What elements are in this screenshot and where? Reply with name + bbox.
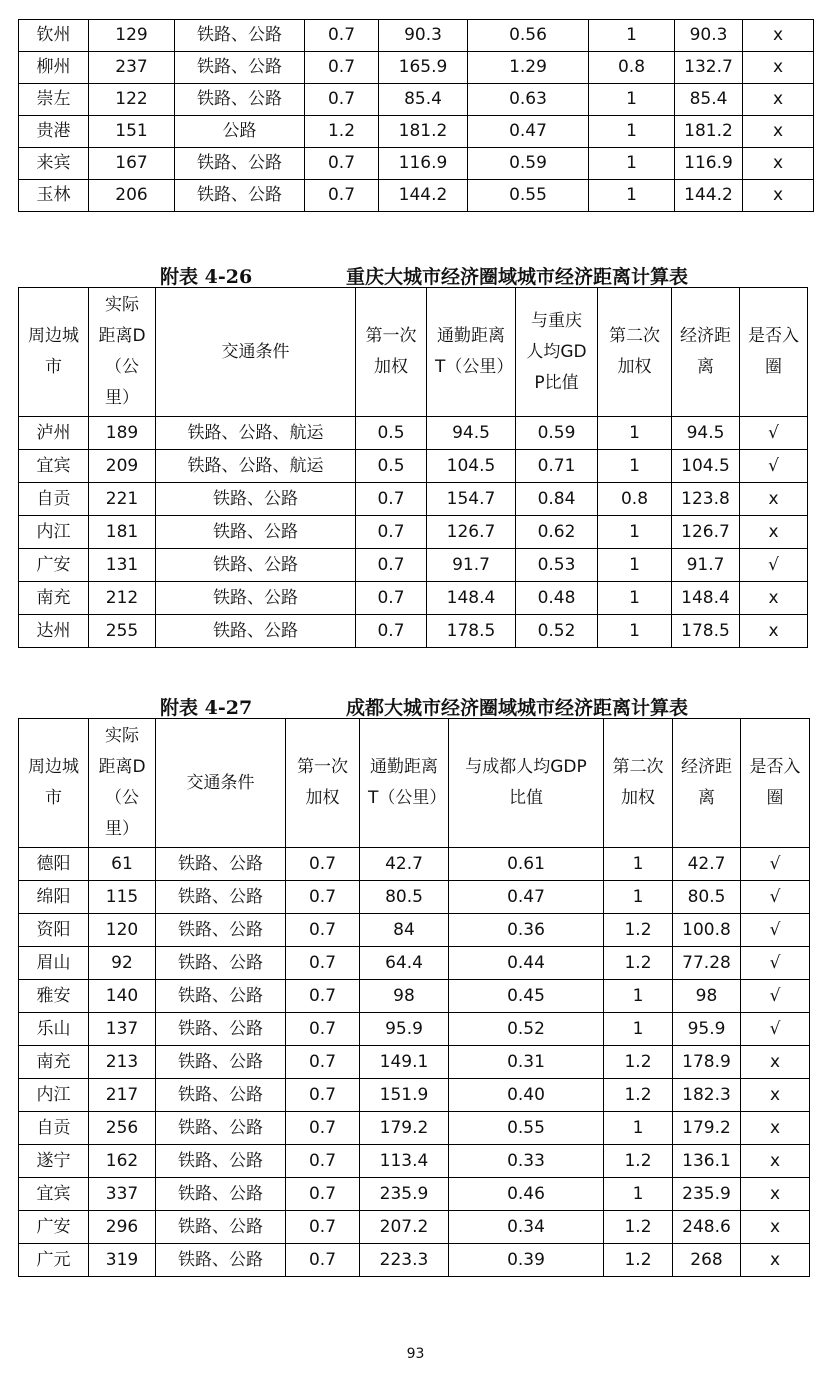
table-caption-number: 附表 4-26: [160, 266, 253, 288]
table-cell: 319: [89, 1244, 156, 1277]
table-cell: 0.56: [468, 20, 589, 52]
table-cell: 179.2: [673, 1112, 741, 1145]
table-cell: 1.29: [468, 52, 589, 84]
table-header-cell: 与重庆人均GDP比值: [516, 288, 598, 417]
table-cell: 资阳: [19, 914, 89, 947]
table-cell: 91.7: [672, 549, 740, 582]
table-row: [19, 483, 808, 516]
table-header-cell: 实际距离D（公里）: [89, 719, 156, 848]
table-cell: x: [741, 1079, 810, 1112]
table-cell: 0.7: [305, 52, 379, 84]
table-cell: 98: [673, 980, 741, 1013]
table-row: [19, 980, 810, 1013]
table-header-cell: 第一次加权: [286, 719, 360, 848]
table-cell: 铁路、公路、航运: [156, 417, 356, 450]
table-cell: 0.7: [286, 848, 360, 881]
table-cell: 0.40: [449, 1079, 604, 1112]
table-cell: 0.62: [516, 516, 598, 549]
table-cell: 内江: [19, 516, 89, 549]
table-cell: 0.7: [356, 483, 427, 516]
table-cell: x: [741, 1046, 810, 1079]
table-cell: 雅安: [19, 980, 89, 1013]
table-cell: 0.59: [468, 148, 589, 180]
table-caption-number: 附表 4-27: [160, 697, 253, 719]
table-cell: 南充: [19, 1046, 89, 1079]
table-cell: 遂宁: [19, 1145, 89, 1178]
table-cell: 0.7: [286, 1178, 360, 1211]
table-cell: 137: [89, 1013, 156, 1046]
table-cell: 167: [89, 148, 175, 180]
table-cell: √: [741, 1013, 810, 1046]
table-cell: 0.5: [356, 417, 427, 450]
table-cell: 1: [604, 1178, 673, 1211]
table-body: [19, 848, 810, 1277]
table-cell: 0.7: [286, 1046, 360, 1079]
table-row: [19, 52, 814, 84]
table-caption-title: 成都大城市经济圈域城市经济距离计算表: [346, 697, 689, 719]
table-cell: 铁路、公路: [156, 1244, 286, 1277]
table-cell: 129: [89, 20, 175, 52]
table-cell: 113.4: [360, 1145, 449, 1178]
table-cell: 0.52: [449, 1013, 604, 1046]
table-cell: 0.7: [286, 881, 360, 914]
table-cell: 162: [89, 1145, 156, 1178]
table-cell: 235.9: [360, 1178, 449, 1211]
table-cell: 0.7: [305, 20, 379, 52]
table-cell: 0.44: [449, 947, 604, 980]
table-row: [19, 180, 814, 212]
table-cell: x: [741, 1145, 810, 1178]
table-cell: 80.5: [360, 881, 449, 914]
table-cell: 223.3: [360, 1244, 449, 1277]
table-cell: 1: [604, 980, 673, 1013]
table-cell: 0.34: [449, 1211, 604, 1244]
table-cell: 207.2: [360, 1211, 449, 1244]
table-cell: 0.71: [516, 450, 598, 483]
table-cell: 0.47: [449, 881, 604, 914]
table-cell: 1: [598, 417, 672, 450]
table-cell: 95.9: [360, 1013, 449, 1046]
table-row: [19, 848, 810, 881]
table-cell: 92: [89, 947, 156, 980]
table-cell: x: [743, 148, 814, 180]
table-cell: 0.7: [286, 914, 360, 947]
table-row: [19, 450, 808, 483]
table-header-cell: 与成都人均GDP比值: [449, 719, 604, 848]
table-cell: 铁路、公路: [175, 84, 305, 116]
table-cell: 178.5: [427, 615, 516, 648]
table-cell: 崇左: [19, 84, 89, 116]
table-cell: 126.7: [672, 516, 740, 549]
table-header-cell: 是否入圈: [741, 719, 810, 848]
table-cell: 120: [89, 914, 156, 947]
table-cell: 1: [598, 549, 672, 582]
table-cell: 0.7: [286, 1244, 360, 1277]
table-cell: 0.7: [286, 1145, 360, 1178]
table-cell: 0.7: [286, 1112, 360, 1145]
table-cell: 0.84: [516, 483, 598, 516]
table-cell: 铁路、公路: [156, 1178, 286, 1211]
table-cell: 铁路、公路: [156, 615, 356, 648]
table-cell: 85.4: [379, 84, 468, 116]
table-cell: 0.7: [286, 1211, 360, 1244]
table-body: [19, 20, 814, 212]
table-row: [19, 914, 810, 947]
table-cell: 42.7: [673, 848, 741, 881]
table-cell: 乐山: [19, 1013, 89, 1046]
table-cell: 237: [89, 52, 175, 84]
table-cell: 0.7: [305, 180, 379, 212]
table-cell: 1: [589, 148, 675, 180]
table-cell: 179.2: [360, 1112, 449, 1145]
table-cell: 铁路、公路: [156, 1211, 286, 1244]
table-cell: 宜宾: [19, 450, 89, 483]
table-cell: 广元: [19, 1244, 89, 1277]
table-cell: 铁路、公路、航运: [156, 450, 356, 483]
table-cell: 256: [89, 1112, 156, 1145]
page-number: 93: [406, 1346, 425, 1362]
table-cell: 泸州: [19, 417, 89, 450]
table-row: [19, 1211, 810, 1244]
table-cell: 1: [598, 615, 672, 648]
table-cell: 贵港: [19, 116, 89, 148]
table-cell: 148.4: [672, 582, 740, 615]
table-cell: 0.7: [305, 148, 379, 180]
table-header-cell: 第二次加权: [604, 719, 673, 848]
table-cell: x: [740, 483, 808, 516]
table-cell: 0.7: [356, 582, 427, 615]
table-cell: 140: [89, 980, 156, 1013]
table-cell: 0.53: [516, 549, 598, 582]
table-cell: 154.7: [427, 483, 516, 516]
table-cell: 1: [604, 881, 673, 914]
table-chengdu: [18, 718, 810, 1277]
table-cell: 1.2: [604, 1046, 673, 1079]
table-cell: 116.9: [675, 148, 743, 180]
table-row: [19, 516, 808, 549]
table-cell: 自贡: [19, 483, 89, 516]
table-cell: 1: [589, 20, 675, 52]
table-header-cell: 交通条件: [156, 288, 356, 417]
table-cell: 铁路、公路: [175, 52, 305, 84]
table-cell: 0.61: [449, 848, 604, 881]
table-cell: 1: [598, 450, 672, 483]
table-cell: 铁路、公路: [175, 20, 305, 52]
table-cell: x: [740, 516, 808, 549]
table-cell: 铁路、公路: [156, 1046, 286, 1079]
table-cell: 123.8: [672, 483, 740, 516]
table-row: [19, 881, 810, 914]
table-cell: √: [741, 881, 810, 914]
table-cell: 213: [89, 1046, 156, 1079]
table-cell: 104.5: [427, 450, 516, 483]
table-cell: 1: [589, 84, 675, 116]
table-cell: 1.2: [604, 1244, 673, 1277]
table-cell: 98: [360, 980, 449, 1013]
table-cell: 1.2: [305, 116, 379, 148]
table-cell: 铁路、公路: [156, 848, 286, 881]
table-cell: 206: [89, 180, 175, 212]
table-row: [19, 1145, 810, 1178]
table-cell: 铁路、公路: [156, 1079, 286, 1112]
table-cell: 0.7: [286, 1013, 360, 1046]
table-cell: 1: [589, 116, 675, 148]
table-cell: x: [743, 20, 814, 52]
table-cell: 1: [604, 848, 673, 881]
table-cell: 90.3: [675, 20, 743, 52]
table-header-cell: 第一次加权: [356, 288, 427, 417]
table-caption-title: 重庆大城市经济圈域城市经济距离计算表: [346, 266, 689, 288]
table-cell: 0.33: [449, 1145, 604, 1178]
table-row: [19, 84, 814, 116]
table-row: [19, 417, 808, 450]
table-cell: 铁路、公路: [175, 148, 305, 180]
table-cell: 144.2: [379, 180, 468, 212]
table-cell: 122: [89, 84, 175, 116]
table-cell: 广安: [19, 549, 89, 582]
table-cell: 达州: [19, 615, 89, 648]
table-cell: x: [743, 84, 814, 116]
table-cell: 铁路、公路: [156, 582, 356, 615]
table-cell: 钦州: [19, 20, 89, 52]
table-cell: 0.36: [449, 914, 604, 947]
table-cell: 104.5: [672, 450, 740, 483]
table-cell: 182.3: [673, 1079, 741, 1112]
table-header-cell: 经济距离: [672, 288, 740, 417]
table-cell: 0.7: [286, 947, 360, 980]
table-cell: 0.8: [589, 52, 675, 84]
table-cell: 1: [598, 516, 672, 549]
table-cell: 90.3: [379, 20, 468, 52]
table-cell: 0.7: [305, 84, 379, 116]
table-cell: 铁路、公路: [156, 483, 356, 516]
table-cell: 0.59: [516, 417, 598, 450]
table-body: [19, 417, 808, 648]
table-cell: 内江: [19, 1079, 89, 1112]
table-cell: 94.5: [672, 417, 740, 450]
table-header-cell: 通勤距离T（公里）: [360, 719, 449, 848]
table-cell: 115: [89, 881, 156, 914]
table-cell: x: [741, 1244, 810, 1277]
table-cell: 铁路、公路: [156, 947, 286, 980]
table-cell: 铁路、公路: [156, 549, 356, 582]
table-guangxi-continued: [18, 19, 814, 212]
table-cell: 0.46: [449, 1178, 604, 1211]
table-cell: 玉林: [19, 180, 89, 212]
table-row: [19, 1178, 810, 1211]
table-cell: 0.48: [516, 582, 598, 615]
table-cell: 公路: [175, 116, 305, 148]
table-cell: 100.8: [673, 914, 741, 947]
table-header-cell: 是否入圈: [740, 288, 808, 417]
table-header-row: [19, 288, 808, 417]
table-cell: 64.4: [360, 947, 449, 980]
table-cell: 1.2: [604, 1079, 673, 1112]
table-cell: x: [740, 582, 808, 615]
table-cell: 广安: [19, 1211, 89, 1244]
table-cell: 铁路、公路: [175, 180, 305, 212]
table-cell: 235.9: [673, 1178, 741, 1211]
table-header-cell: 经济距离: [673, 719, 741, 848]
table-cell: 116.9: [379, 148, 468, 180]
table-cell: 南充: [19, 582, 89, 615]
table-row: [19, 1244, 810, 1277]
table-cell: x: [743, 180, 814, 212]
table-cell: 151: [89, 116, 175, 148]
table-cell: 铁路、公路: [156, 1112, 286, 1145]
table-cell: 0.7: [286, 980, 360, 1013]
table-cell: 铁路、公路: [156, 1145, 286, 1178]
table-row: [19, 1013, 810, 1046]
table-cell: √: [741, 848, 810, 881]
table-cell: 95.9: [673, 1013, 741, 1046]
table-cell: x: [743, 52, 814, 84]
table-cell: 铁路、公路: [156, 914, 286, 947]
table-row: [19, 947, 810, 980]
table-cell: 126.7: [427, 516, 516, 549]
table-row: [19, 148, 814, 180]
table-cell: 84: [360, 914, 449, 947]
table-cell: 0.7: [356, 615, 427, 648]
table-header-cell: 周边城市: [19, 288, 89, 417]
table-cell: 1: [598, 582, 672, 615]
table-cell: 80.5: [673, 881, 741, 914]
table-cell: 189: [89, 417, 156, 450]
table-cell: 1: [604, 1112, 673, 1145]
table-row: [19, 116, 814, 148]
table-cell: 221: [89, 483, 156, 516]
table-cell: 209: [89, 450, 156, 483]
table-chongqing: [18, 287, 808, 648]
table-cell: 255: [89, 615, 156, 648]
table-cell: 61: [89, 848, 156, 881]
table-row: [19, 1046, 810, 1079]
table-cell: 131: [89, 549, 156, 582]
table-cell: 眉山: [19, 947, 89, 980]
table-cell: 212: [89, 582, 156, 615]
table-cell: 132.7: [675, 52, 743, 84]
table-cell: 151.9: [360, 1079, 449, 1112]
table-cell: 248.6: [673, 1211, 741, 1244]
table-cell: 自贡: [19, 1112, 89, 1145]
table-cell: 181: [89, 516, 156, 549]
table-cell: 1: [604, 1013, 673, 1046]
table-cell: 0.8: [598, 483, 672, 516]
table-cell: 0.47: [468, 116, 589, 148]
table-row: [19, 582, 808, 615]
table-cell: 0.7: [286, 1079, 360, 1112]
table-cell: 181.2: [675, 116, 743, 148]
table-cell: 94.5: [427, 417, 516, 450]
table-cell: 0.5: [356, 450, 427, 483]
table-cell: 178.5: [672, 615, 740, 648]
table-cell: 宜宾: [19, 1178, 89, 1211]
table-row: [19, 615, 808, 648]
table-cell: 91.7: [427, 549, 516, 582]
table-cell: √: [741, 947, 810, 980]
table-cell: √: [740, 450, 808, 483]
table-cell: 铁路、公路: [156, 1013, 286, 1046]
table-row: [19, 20, 814, 52]
table-cell: √: [741, 980, 810, 1013]
table-cell: 1: [589, 180, 675, 212]
table-cell: 0.52: [516, 615, 598, 648]
table-cell: 1.2: [604, 1211, 673, 1244]
table-cell: √: [740, 549, 808, 582]
table-cell: x: [741, 1211, 810, 1244]
table-header-cell: 第二次加权: [598, 288, 672, 417]
table-cell: 337: [89, 1178, 156, 1211]
table-cell: 0.39: [449, 1244, 604, 1277]
table-cell: 165.9: [379, 52, 468, 84]
table-cell: 0.7: [356, 549, 427, 582]
table-cell: 268: [673, 1244, 741, 1277]
table-cell: x: [740, 615, 808, 648]
table-cell: 144.2: [675, 180, 743, 212]
table-cell: 136.1: [673, 1145, 741, 1178]
table-cell: 柳州: [19, 52, 89, 84]
table-row: [19, 1079, 810, 1112]
table-cell: 来宾: [19, 148, 89, 180]
table-row: [19, 549, 808, 582]
table-cell: 0.7: [356, 516, 427, 549]
table-cell: 149.1: [360, 1046, 449, 1079]
table-cell: 铁路、公路: [156, 980, 286, 1013]
table-cell: 0.63: [468, 84, 589, 116]
table-cell: 85.4: [675, 84, 743, 116]
table-cell: 148.4: [427, 582, 516, 615]
table-cell: 0.55: [449, 1112, 604, 1145]
table-cell: 77.28: [673, 947, 741, 980]
table-cell: 296: [89, 1211, 156, 1244]
table-cell: x: [741, 1178, 810, 1211]
table-cell: √: [740, 417, 808, 450]
table-cell: 1.2: [604, 914, 673, 947]
table-header-cell: 通勤距离T（公里）: [427, 288, 516, 417]
table-cell: √: [741, 914, 810, 947]
table-row: [19, 1112, 810, 1145]
table-cell: 德阳: [19, 848, 89, 881]
table-cell: 42.7: [360, 848, 449, 881]
table-cell: 0.31: [449, 1046, 604, 1079]
table-cell: 铁路、公路: [156, 516, 356, 549]
table-cell: 181.2: [379, 116, 468, 148]
table-cell: 217: [89, 1079, 156, 1112]
table-cell: x: [743, 116, 814, 148]
table-cell: 178.9: [673, 1046, 741, 1079]
table-header-cell: 交通条件: [156, 719, 286, 848]
table-cell: x: [741, 1112, 810, 1145]
table-header-row: [19, 719, 810, 848]
table-cell: 1.2: [604, 1145, 673, 1178]
table-cell: 绵阳: [19, 881, 89, 914]
table-cell: 0.55: [468, 180, 589, 212]
table-cell: 铁路、公路: [156, 881, 286, 914]
table-cell: 0.45: [449, 980, 604, 1013]
table-header-cell: 周边城市: [19, 719, 89, 848]
table-cell: 1.2: [604, 947, 673, 980]
table-header-cell: 实际距离D（公里）: [89, 288, 156, 417]
